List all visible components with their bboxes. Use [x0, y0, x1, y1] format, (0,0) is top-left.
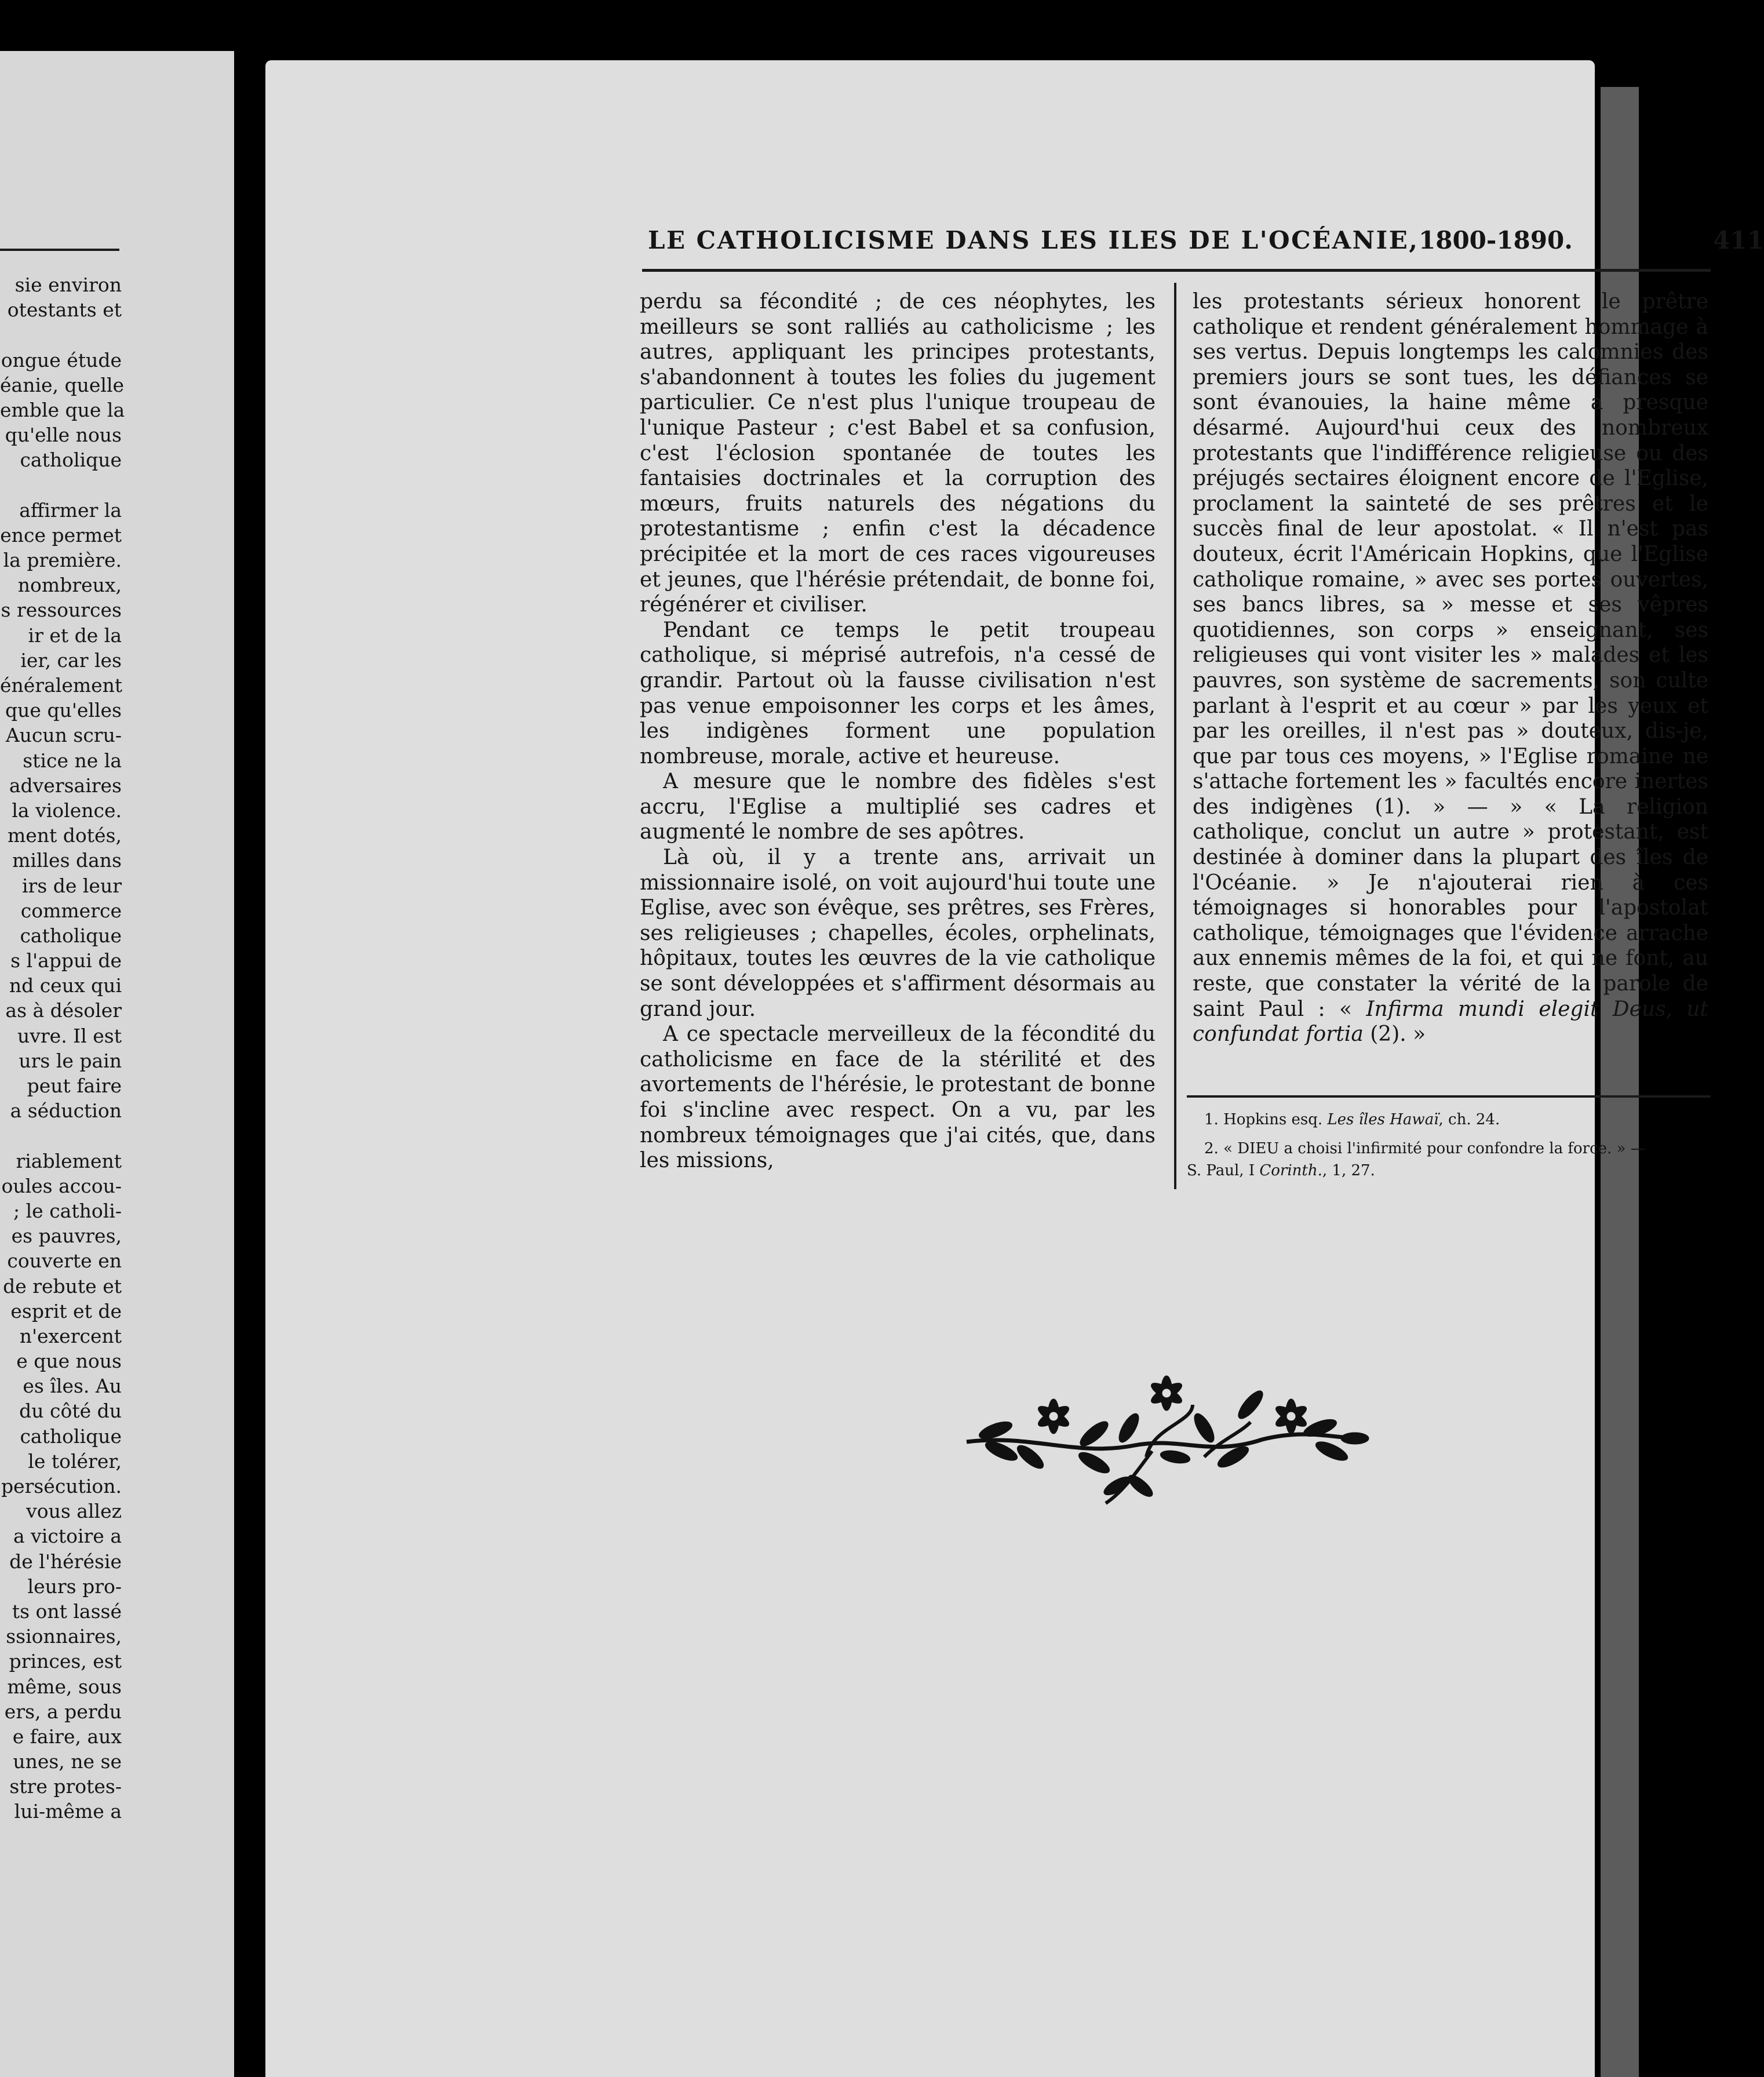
left-fragment-line: de rebute et — [3, 1274, 122, 1298]
left-page — [0, 51, 234, 2077]
left-fragment-line: sie environ — [14, 274, 122, 296]
left-fragment-line: milles dans — [12, 849, 122, 872]
left-fragment-line: n'exercent — [19, 1324, 122, 1347]
left-fragment-line: la première. — [3, 549, 122, 572]
footnote-ref: (2). » — [1370, 1022, 1426, 1047]
left-fragment-line: éanie, quelle — [0, 373, 125, 396]
left-header-rule — [0, 249, 119, 251]
left-fragment-line: otestants et — [7, 298, 122, 322]
main-page — [265, 60, 1764, 2077]
left-fragment-line: ts ont lassé — [12, 1599, 122, 1623]
footnote-2-source: S. Paul, I Corinth., 1, 27. — [1187, 1162, 1375, 1179]
left-fragment-line: e faire, aux — [12, 1725, 122, 1748]
left-fragment-line: ment dotés, — [7, 824, 122, 847]
left-fragment-line: princes, est — [9, 1650, 122, 1673]
left-fragment-line: vous allez — [26, 1500, 122, 1523]
left-fragment-line: stre protes- — [9, 1775, 122, 1798]
left-fragment-line: e que nous — [16, 1350, 122, 1373]
left-column — [640, 289, 1156, 1174]
left-fragment-line: riablement — [16, 1149, 122, 1172]
left-fragment-line: qu'elle nous — [5, 424, 122, 447]
left-fragment-line: es îles. Au — [23, 1375, 122, 1398]
left-fragment-line — [0, 473, 122, 498]
paragraph-text: les protestants sérieux honorent le prêtre catholique et rendent généralement hommage à ses vertus. Depuis longtemps les calomnies des premiers jours se sont tues, les défiances se sont évanouies, la haine même a presque désarmé. Aujourd'hui ceux des nombreux protestants que l'indifférence religieuse ou des préjugés sectaires éloignent encore de l'Eglise, proclament la sainteté de ses prêtres et le succès final de leur apostolat. « Il n'est pas douteux, écrit l'Américain Hopkins, que l'Eglise catholique romaine, » avec ses portes ouvertes, ses bancs libres, sa » messe et ses vêpres quotidiennes, son corps » enseignant, ses religieuses qui vont visiter les » malades et les pauvres, son système de sacrements, son culte parlant à l'esprit et au cœur » par les yeux et par les oreilles, il n'est pas » douteux, dis-je, que par tous ces moyens, » l'Eglise romaine ne s'attache fortement les » facultés encore inertes des indigènes (1). » — » « La religion catholique, conclut un autre » protestant, est destinée à dominer dans la plupart des îles de l'Océanie. » Je n'ajouterai rien à ces témoignages si honorables pour l'apostolat catholique, témoignages que l'évidence arrache aux ennemis mêmes de la foi, et qui ne font, au reste, que constater la vérité de la parole de saint Paul : « — [1193, 290, 1708, 1021]
floral-ornament-icon — [961, 1370, 1372, 1509]
left-fragment-line: ence permet — [0, 523, 122, 546]
left-fragment-line: esprit et de — [10, 1299, 122, 1322]
left-fragment-line: uvre. Il est — [17, 1024, 122, 1047]
left-fragment-line: nombreux, — [17, 574, 122, 597]
paragraph: A ce spectacle merveilleux de la fécondité du catholicisme en face de la stérilité et des avortements de l'hérésie, le protestant de bonne foi s'incline avec respect. On a vu, par les nombreux témoignages que j'ai cités, que, dans les missions, — [640, 1022, 1156, 1173]
left-fragment-line: urs le pain — [19, 1049, 122, 1072]
left-fragment-line — [0, 322, 122, 347]
left-fragment-line: es pauvres, — [11, 1225, 122, 1248]
left-fragment-line: adversaires — [9, 774, 122, 797]
footnote-1: 1. Hopkins esq. Les îles Hawaï, ch. 24. — [1204, 1111, 1500, 1128]
paragraph: Là où, il y a trente ans, arrivait un missionnaire isolé, on voit aujourd'hui toute une Eglise, avec son évêque, ses prêtres, ses Frères, ses religieuses ; chapelles, écoles, orphelinats, hôpitaux, toutes les œuvres de la vie catholique se sont développées et s'affirment désormais au grand jour. — [640, 846, 1156, 1021]
footnote-2: 2. « DIEU a choisi l'infirmité pour confondre la force. » — — [1204, 1140, 1646, 1157]
left-fragment-line: persécution. — [1, 1475, 122, 1497]
left-fragment-line: commerce — [20, 899, 122, 922]
left-fragment-line: même, sous — [7, 1675, 122, 1698]
left-fragment-line: ir et de la — [28, 624, 122, 647]
running-title: LE CATHOLICISME DANS LES ILES DE L'OCÉANIE, — [648, 226, 1419, 254]
left-fragment-line: le tolérer, — [28, 1449, 122, 1473]
flower-center — [1149, 1376, 1184, 1411]
left-fragment-line: catholique — [20, 1424, 122, 1448]
flower-left — [1036, 1399, 1071, 1434]
left-fragment-line: ier, car les — [20, 648, 122, 672]
page-number: 411 — [1713, 226, 1764, 254]
paragraph: perdu sa fécondité ; de ces néophytes, les meilleurs se sont ralliés au catholicisme ; les autres, appliquant les principes protestants, s'abandonnent à toutes les folies du jugement particulier. Ce n'est plus l'unique troupeau de l'unique Pasteur ; c'est Babel et sa confusion, c'est l'éclosion spontanée de toutes les fantaisies doctrinales et la corruption des mœurs, fruits naturels des négations du protestantisme ; enfin c'est la décadence précipitée et la mort de ces races vigoureuses et jeunes, que l'hérésie prétendait, de bonne foi, régénérer et civiliser. — [640, 290, 1156, 617]
left-fragment-line: ; le catholi- — [13, 1199, 122, 1222]
footnote-rule — [1187, 1095, 1711, 1098]
running-years: 1800-1890. — [1419, 226, 1573, 254]
paragraph: A mesure que le nombre des fidèles s'est accru, l'Eglise a multiplié ses cadres et augmenté le nombre de ses apôtres. — [640, 770, 1156, 844]
column-divider — [1174, 283, 1176, 1189]
left-fragment-line: du côté du — [19, 1400, 122, 1423]
left-fragment-line: Aucun scru- — [5, 724, 122, 747]
left-fragment-line: a victoire a — [13, 1525, 122, 1548]
latin-quote: Infirma mundi elegit Deus, ut confundat fortia — [1193, 997, 1708, 1047]
left-fragment-line: nd ceux qui — [9, 974, 122, 997]
left-fragment-line: couverte en — [7, 1249, 122, 1273]
left-fragment-line: énéralement — [0, 674, 123, 697]
left-fragment-line: affirmer la — [19, 498, 122, 522]
left-fragment-line: ers, a perdu — [4, 1700, 122, 1723]
paragraph: Pendant ce temps le petit troupeau catholique, si méprisé autrefois, n'a cessé de grandir. Partout où la fausse civilisation n'est pas venue empoisonner les corps et les âmes, les indigènes forment une population nombreuse, morale, active et heureuse. — [640, 618, 1156, 768]
left-fragment-line: emble que la — [0, 398, 125, 421]
left-fragment-line: as à désoler — [5, 999, 122, 1022]
flower-right — [1273, 1399, 1309, 1434]
left-fragment-line: irs de leur — [21, 874, 122, 897]
left-fragment-line: catholique — [20, 449, 122, 472]
left-fragment-line: la violence. — [12, 799, 122, 822]
left-fragment-line: unes, ne se — [13, 1750, 122, 1773]
left-fragment-line: leurs pro- — [27, 1575, 122, 1598]
left-fragment-line: lui-même a — [14, 1800, 122, 1823]
left-fragment-line: oules accou- — [1, 1174, 122, 1197]
left-fragment-line: ssionnaires, — [6, 1625, 122, 1648]
left-fragment-line: s l'appui de — [10, 949, 122, 972]
left-fragment-line: catholique — [20, 924, 122, 947]
running-header — [457, 226, 1764, 261]
left-fragment-line: stice ne la — [23, 749, 122, 772]
left-fragment-line — [0, 1123, 122, 1148]
paragraph — [1193, 289, 1708, 1047]
left-fragment-line: ongue étude — [1, 348, 122, 371]
left-page-text-fragments — [0, 272, 125, 1824]
right-column — [1193, 289, 1708, 1047]
left-fragment-line: s ressources — [1, 599, 122, 622]
header-rule — [642, 269, 1711, 272]
left-fragment-line: a séduction — [10, 1099, 122, 1123]
left-fragment-line: peut faire — [27, 1074, 122, 1097]
left-fragment-line: que qu'elles — [5, 699, 122, 722]
left-fragment-line: de l'hérésie — [9, 1550, 122, 1573]
